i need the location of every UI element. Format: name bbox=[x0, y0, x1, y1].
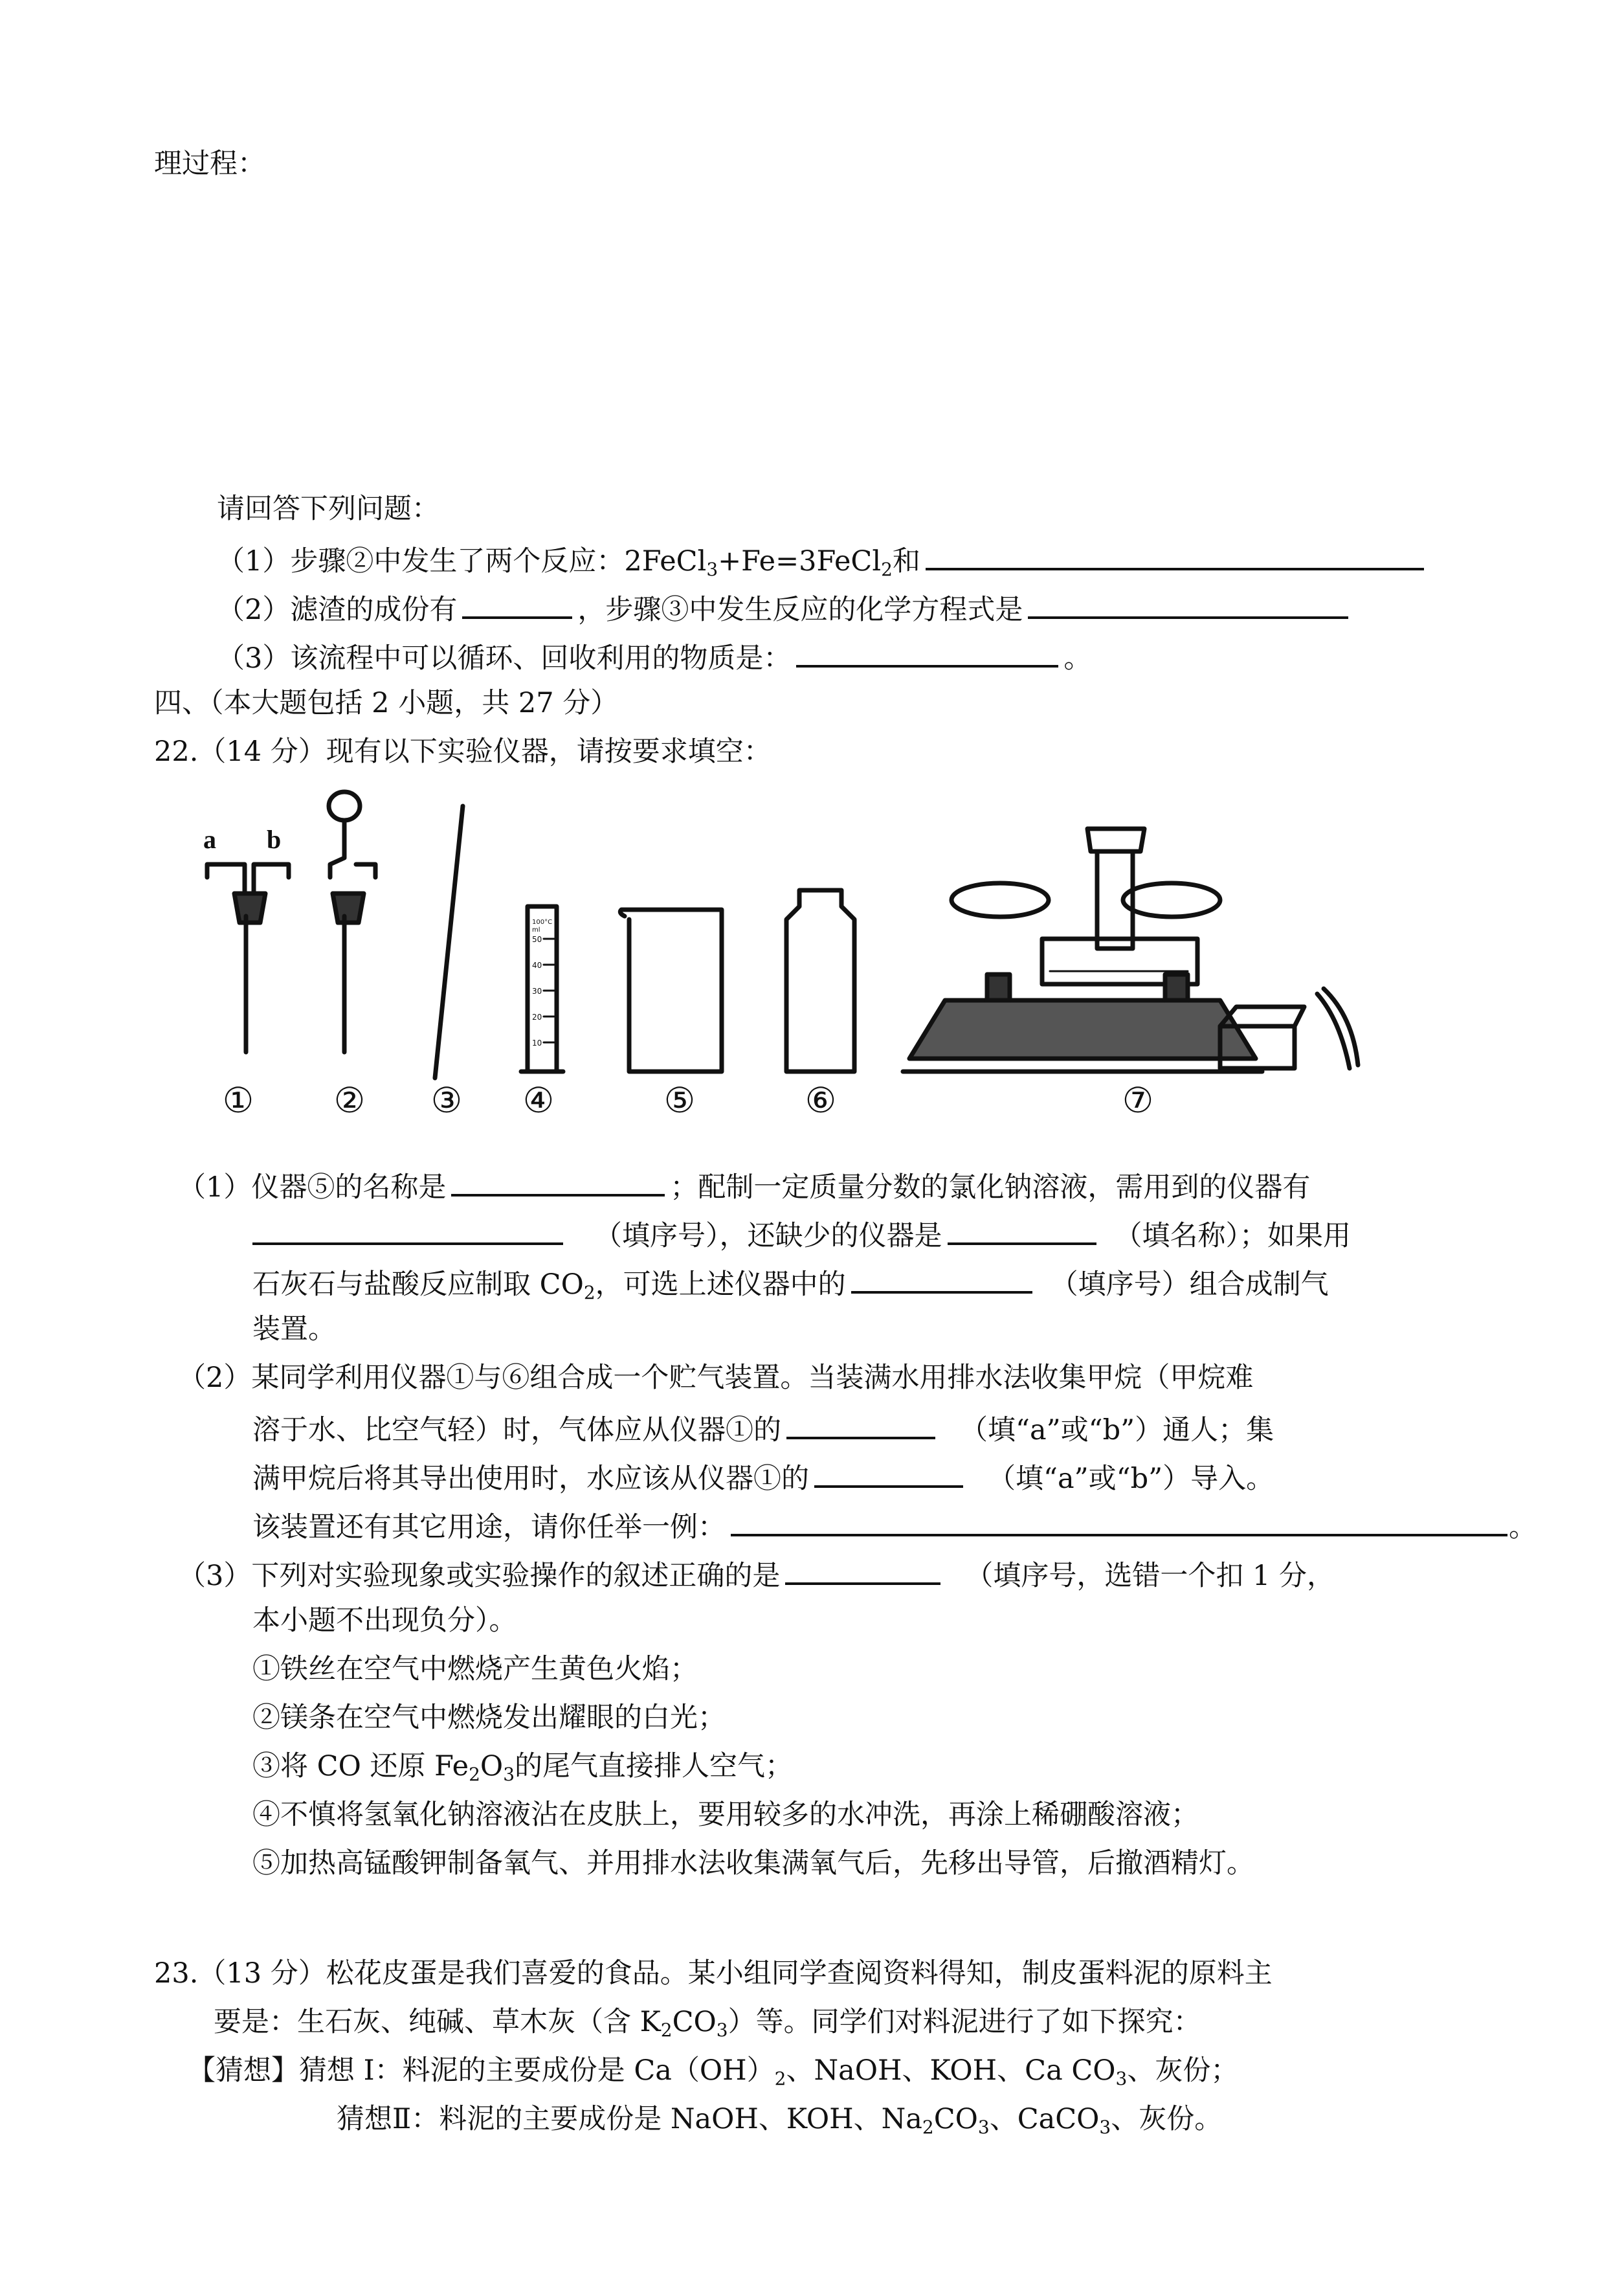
q21-intro: 请回答下列问题： bbox=[217, 493, 439, 525]
q22-p2-line2 bbox=[252, 1408, 1274, 1448]
q22-p2-l4-text: 该装置还有其它用途，请你任举一例： bbox=[252, 1511, 726, 1544]
q22-stem: 22.（14 分）现有以下实验仪器，请按要求填空： bbox=[154, 736, 772, 768]
header-text: 理过程： bbox=[154, 148, 265, 180]
q22-p1-text-post2: （填名称）；如果用 bbox=[1114, 1220, 1351, 1252]
q21-p1-text-post: 和 bbox=[892, 545, 920, 578]
q23-g1-post: 、NaOH、KOH、Ca CO bbox=[786, 2054, 1116, 2087]
q22-p2-l3-post: （填“a”或“b”）导入。 bbox=[988, 1463, 1274, 1495]
q21-p3-text: （3）该流程中可以循环、回收利用的物质是： bbox=[217, 642, 792, 675]
q21-part3 bbox=[217, 636, 1091, 677]
q22-p3-line1 bbox=[178, 1554, 1335, 1594]
beaker-icon bbox=[620, 910, 722, 1072]
cylinder-mark-1: 100°C bbox=[532, 919, 553, 926]
q22-p2-line3 bbox=[252, 1457, 1274, 1497]
q22-option-1: ①铁丝在空气中燃烧产生黄色火焰； bbox=[252, 1653, 698, 1685]
apparatus-number-7: ⑦ bbox=[1122, 1080, 1154, 1121]
q21-p2-residue-blank[interactable] bbox=[462, 588, 572, 619]
q22-p3-text-post: （填序号，选错一个扣 1 分， bbox=[965, 1560, 1335, 1592]
q22-p3-line2: 本小题不出现负分）。 bbox=[252, 1604, 517, 1637]
graduated-cylinder-icon bbox=[521, 906, 563, 1072]
q23-guess-1 bbox=[188, 2052, 1238, 2097]
q22-option-3 bbox=[252, 1748, 793, 1793]
q23-g1-text: 【猜想】猜想 I：料泥的主要成份是 Ca（OH） bbox=[188, 2054, 775, 2087]
q22-p2-l2-post: （填“a”或“b”）通人；集 bbox=[960, 1414, 1274, 1446]
q22-opt3-post: 的尾气直接排人空气； bbox=[515, 1750, 794, 1782]
q21-p2-equation-blank[interactable] bbox=[1028, 588, 1348, 619]
q23-g1-sub: 2 bbox=[774, 2068, 786, 2089]
apparatus-number-6: ⑥ bbox=[805, 1080, 837, 1121]
q22-opt3-text: ③将 CO 还原 Fe bbox=[252, 1750, 469, 1782]
apparatus-number-3: ③ bbox=[430, 1080, 463, 1121]
q23-g2-post: 、灰份。 bbox=[1111, 2103, 1223, 2135]
q22-p1-line3 bbox=[252, 1263, 1329, 1311]
q22-p1-text: （1）仪器⑤的名称是 bbox=[178, 1171, 447, 1204]
label-a: a bbox=[203, 825, 216, 854]
q23-g2-mid: CO bbox=[933, 2103, 978, 2135]
q21-p3-text-post: 。 bbox=[1063, 642, 1092, 675]
q22-p1-line2 bbox=[252, 1214, 1351, 1254]
apparatus-number-5: ⑤ bbox=[663, 1080, 696, 1121]
tweezers-icon bbox=[1317, 989, 1358, 1068]
q23-g2-text: 猜想Ⅱ：料泥的主要成份是 NaOH、KOH、Na bbox=[337, 2103, 922, 2135]
q22-p2-water-inlet-blank[interactable] bbox=[814, 1457, 963, 1488]
cylinder-mark-2: ml bbox=[532, 927, 540, 934]
q23-l2-text: 要是：生石灰、纯碱、草木灰（含 K bbox=[214, 2006, 661, 2038]
q21-p3-answer-blank[interactable] bbox=[796, 636, 1058, 668]
q22-p1-co2-sub: 2 bbox=[583, 1282, 595, 1303]
q22-p2-line1: （2）某同学利用仪器①与⑥组合成一个贮气装置。当装满水用排水法收集甲烷（甲烷难 bbox=[178, 1362, 1254, 1394]
cylinder-mark-6: 20 bbox=[532, 1013, 542, 1022]
q22-p1-co2-post: （填序号）组合成制气 bbox=[1050, 1268, 1329, 1301]
q22-p2-l2-text: 溶于水、比空气轻）时，气体应从仪器①的 bbox=[252, 1414, 781, 1446]
q22-p3-text: （3）下列对实验现象或实验操作的叙述正确的是 bbox=[178, 1560, 781, 1592]
q23-stem: 23.（13 分）松花皮蛋是我们喜爱的食品。某小组同学查阅资料得知，制皮蛋料泥的原料主 bbox=[154, 1957, 1273, 1990]
cylinder-mark-4: 40 bbox=[532, 961, 542, 970]
q21-part1 bbox=[217, 539, 1429, 588]
q21-p2-text-mid: ，步骤③中发生反应的化学方程式是 bbox=[577, 594, 1023, 626]
q21-p1-sub2: 2 bbox=[881, 559, 893, 580]
apparatus-number-4: ④ bbox=[522, 1080, 555, 1121]
q22-option-5: ⑤加热高锰酸钾制备氧气、并用排水法收集满氧气后，先移出导管，后撤酒精灯。 bbox=[252, 1847, 1254, 1880]
q23-g1-sub2: 3 bbox=[1115, 2068, 1128, 2089]
q22-opt3-sub2: 3 bbox=[503, 1764, 515, 1785]
q22-option-2: ②镁条在空气中燃烧发出耀眼的白光； bbox=[252, 1702, 726, 1734]
q21-p1-sub1: 3 bbox=[706, 559, 718, 580]
apparatus-number-2: ② bbox=[333, 1080, 366, 1121]
q22-p1-instruments-blank[interactable] bbox=[252, 1214, 563, 1245]
section4-title: 四、（本大题包括 2 小题，共 27 分） bbox=[154, 687, 619, 719]
q22-p1-line4: 装置。 bbox=[252, 1313, 336, 1345]
q23-l2-post: ）等。同学们对料泥进行了如下探究： bbox=[728, 2006, 1201, 2038]
q21-p1-answer-blank[interactable] bbox=[926, 539, 1424, 570]
apparatus-figure bbox=[194, 787, 1411, 1084]
balance-scale-icon bbox=[903, 829, 1262, 1072]
cylinder-mark-5: 30 bbox=[532, 987, 542, 996]
q22-p1-apparatus-blank[interactable] bbox=[851, 1263, 1032, 1294]
apparatus-number-1: ① bbox=[222, 1080, 254, 1121]
q23-l2-sub2: 3 bbox=[716, 2019, 728, 2041]
label-b: b bbox=[267, 825, 282, 854]
cylinder-mark-3: 50 bbox=[532, 935, 542, 944]
gas-collecting-bottle-icon bbox=[786, 890, 854, 1072]
q22-option-4: ④不慎将氢氧化钠溶液沾在皮肤上，要用较多的水冲洗，再涂上稀硼酸溶液； bbox=[252, 1799, 1199, 1831]
q21-p1-text-mid: +Fe=3FeCl bbox=[718, 545, 882, 578]
q22-p2-l3-text: 满甲烷后将其导出使用时，水应该从仪器①的 bbox=[252, 1463, 809, 1495]
q23-l2-mid: CO bbox=[672, 2006, 717, 2038]
q23-g2-sub2: 3 bbox=[977, 2117, 990, 2138]
q23-g2-mid2: 、CaCO bbox=[989, 2103, 1100, 2135]
q21-part2 bbox=[217, 588, 1353, 628]
separatory-funnel-icon bbox=[329, 792, 375, 1052]
q21-p1-text: （1）步骤②中发生了两个反应：2FeCl bbox=[217, 545, 707, 578]
q22-p2-gas-inlet-blank[interactable] bbox=[786, 1408, 935, 1439]
q23-line2 bbox=[214, 2004, 1201, 2049]
q22-p1-name-blank[interactable] bbox=[451, 1165, 665, 1197]
q23-l2-sub1: 2 bbox=[660, 2019, 673, 2041]
q22-opt3-sub1: 2 bbox=[469, 1764, 480, 1785]
q22-p2-line4 bbox=[252, 1505, 1537, 1545]
q22-p1-line1 bbox=[178, 1165, 1310, 1206]
q22-p3-answer-blank[interactable] bbox=[785, 1554, 940, 1585]
q22-p1-text-mid: （填序号），还缺少的仪器是 bbox=[594, 1220, 942, 1252]
q22-p1-missing-blank[interactable] bbox=[948, 1214, 1096, 1245]
q21-p2-text: （2）滤渣的成份有 bbox=[217, 594, 458, 626]
q22-p1-text-post: ；配制一定质量分数的氯化钠溶液，需用到的仪器有 bbox=[670, 1171, 1311, 1204]
q22-p1-co2-text: 石灰石与盐酸反应制取 CO bbox=[252, 1268, 584, 1301]
q23-g2-sub3: 3 bbox=[1099, 2117, 1111, 2138]
glass-rod-icon bbox=[435, 806, 463, 1078]
q22-p2-l4-post: 。 bbox=[1509, 1511, 1537, 1544]
two-tube-stopper-icon bbox=[207, 864, 289, 1052]
q22-opt3-mid: O bbox=[480, 1750, 504, 1782]
q22-p2-usage-blank[interactable] bbox=[731, 1505, 1507, 1536]
q23-g1-end: 、灰份； bbox=[1127, 2054, 1239, 2087]
q23-guess-2 bbox=[337, 2101, 1222, 2146]
q22-p1-co2-mid: ，可选上述仪器中的 bbox=[595, 1268, 846, 1301]
cylinder-mark-7: 10 bbox=[532, 1039, 542, 1048]
q23-g2-sub1: 2 bbox=[922, 2117, 934, 2138]
